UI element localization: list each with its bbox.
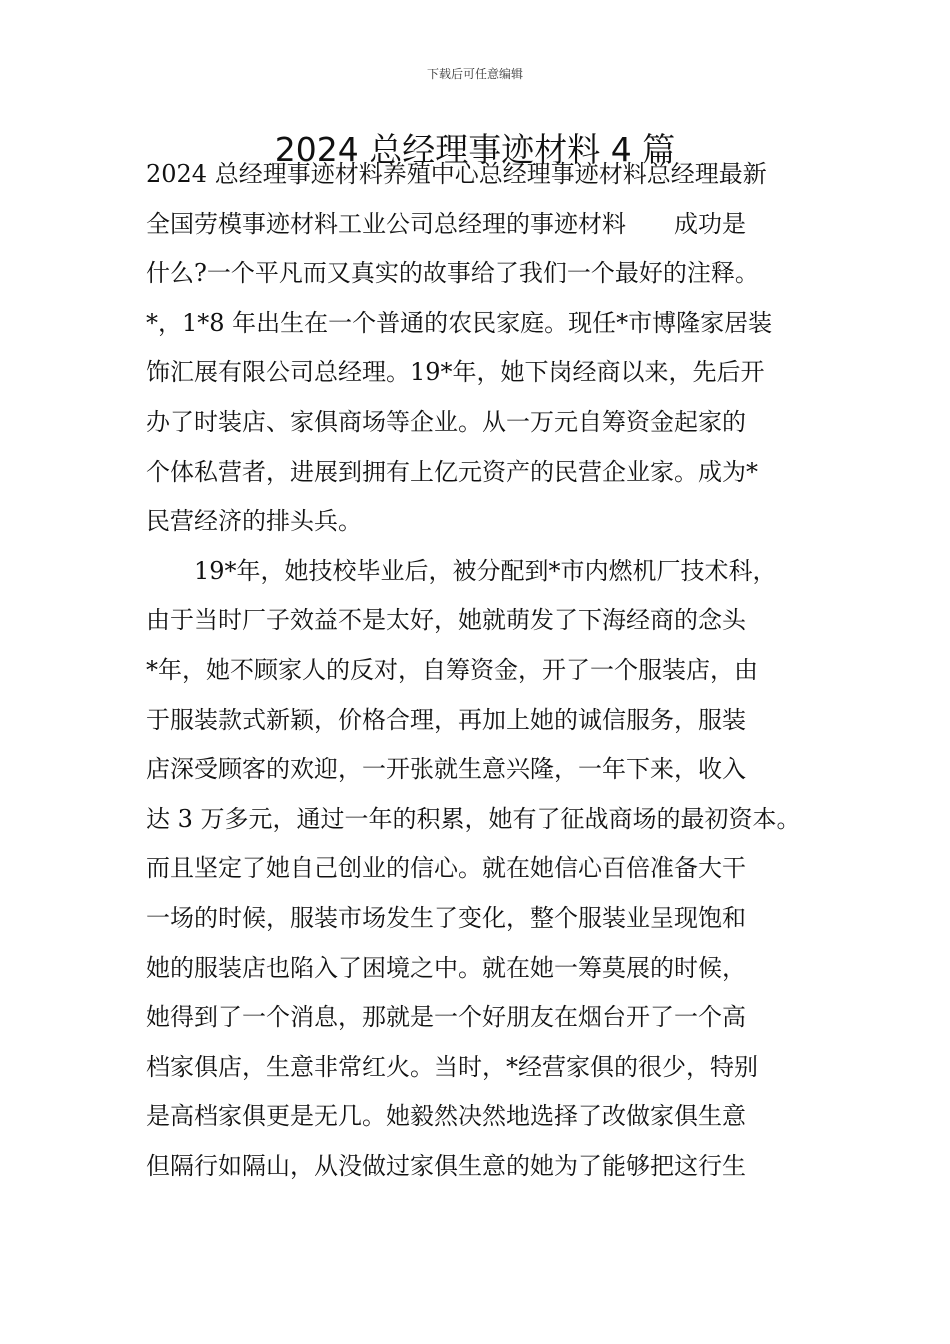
- page-header-note: 下载后可任意编辑: [426, 67, 523, 81]
- body-text-line: 是高档家俱更是无几。她毅然决然地选择了改做家俱生意: [146, 1102, 746, 1131]
- body-text-line: 档家俱店，生意非常红火。当时，*经营家俱的很少，特别: [146, 1052, 758, 1081]
- body-text-line: 全国劳模事迹材料工业公司总经理的事迹材料 成功是: [146, 209, 746, 238]
- body-text-line: 她得到了一个消息，那就是一个好朋友在烟台开了一个高: [146, 1003, 746, 1032]
- body-text-line: 但隔行如隔山，从没做过家俱生意的她为了能够把这行生: [146, 1151, 746, 1180]
- body-text-line: 个体私营者，进展到拥有上亿元资产的民营企业家。成为*: [146, 457, 758, 486]
- document-title: 2024 总经理事迹材料 4 篇: [274, 130, 676, 169]
- body-text-line: 于服装款式新颖，价格合理，再加上她的诚信服务，服装: [146, 705, 746, 734]
- body-text-line: 什么?一个平凡而又真实的故事给了我们一个最好的注释。: [146, 259, 759, 288]
- body-text-line: 她的服装店也陷入了困境之中。就在她一筹莫展的时候，: [146, 953, 746, 982]
- body-text-line: 民营经济的排头兵。: [146, 507, 362, 536]
- body-text-line: 19*年，她技校毕业后，被分配到*市内燃机厂技术科，: [194, 556, 777, 585]
- body-text-line: 办了时装店、家俱商场等企业。从一万元自筹资金起家的: [146, 407, 746, 436]
- body-text-line: 由于当时厂子效益不是太好，她就萌发了下海经商的念头: [146, 606, 746, 635]
- body-text-line: *，1*8 年出生在一个普通的农民家庭。现任*市博隆家居装: [146, 308, 773, 337]
- body-text-line: 2024 总经理事迹材料养殖中心总经理事迹材料总经理最新: [146, 160, 767, 188]
- body-text-line: 饰汇展有限公司总经理。19*年，她下岗经商以来，先后开: [146, 358, 765, 387]
- document-body: [146, 150, 816, 1191]
- body-text-line: 达 3 万多元，通过一年的积累，她有了征战商场的最初资本。: [146, 804, 801, 833]
- body-text-line: *年，她不顾家人的反对，自筹资金，开了一个服装店，由: [146, 655, 758, 684]
- body-text-line: 而且坚定了她自己创业的信心。就在她信心百倍准备大干: [146, 854, 746, 883]
- body-text-line: 店深受顾客的欢迎，一开张就生意兴隆，一年下来，收入: [146, 755, 746, 784]
- body-text-line: 一场的时候，服装市场发生了变化，整个服装业呈现饱和: [146, 903, 746, 932]
